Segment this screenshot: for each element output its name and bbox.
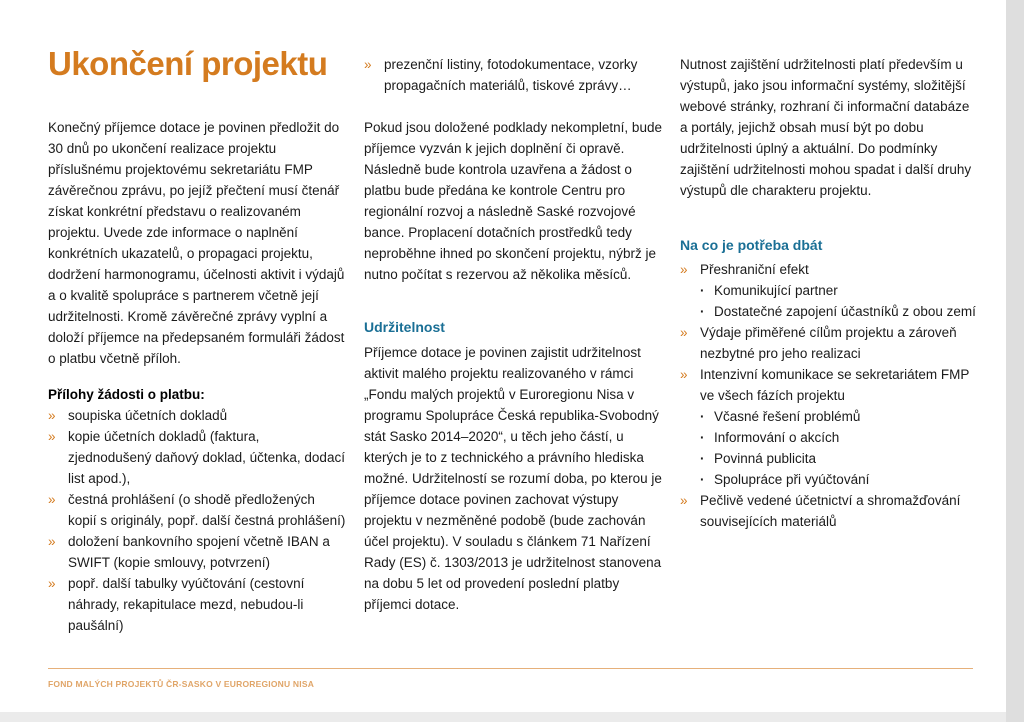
list-item: » kopie účetních dokladů (faktura, zjednodušený daňový doklad, účtenka, dodací list apod.), <box>48 426 346 489</box>
attachments-list <box>48 405 346 636</box>
footer-text: FOND MALÝCH PROJEKTŮ ČR-SASKO V EUROREGIONU NISA <box>48 679 315 689</box>
sub-list-item: · Komunikující partner <box>680 280 976 301</box>
incomplete-docs-paragraph: Pokud jsou doložené podklady nekompletní, bude příjemce vyzván k jejich doplnění či opravě. Následně bude kontrola uzavřena a žádost o platbu bude předána ke kontrole Centru pro regionální rozvoj a následně Saské rozvojové bance. Proplacení dotačních prostředků tedy neproběhne ihned po skončení projektu, nýbrž je nutno počítat s rezervou až několika měsíců. <box>364 120 662 282</box>
sub-list-item: · Dostatečné zapojení účastníků z obou zemí <box>680 301 976 322</box>
list-item: » doložení bankovního spojení včetně IBAN a SWIFT (kopie smlouvy, potvrzení) <box>48 531 346 573</box>
sub-list-item: · Včasné řešení problémů <box>680 406 976 427</box>
list-item: » Výdaje přiměřené cílům projektu a zároveň nezbytné pro jeho realizaci <box>680 322 976 364</box>
sub-list-item: · Povinná publicita <box>680 448 976 469</box>
list-item: » popř. další tabulky vyúčtování (cestovní náhrady, rekapitulace mezd, nebudou-li paušální) <box>48 573 346 636</box>
sustainability-heading: Udržitelnost <box>364 319 445 335</box>
attachments-heading: Přílohy žádosti o platbu: <box>48 387 205 402</box>
list-item: » prezenční listiny, fotodokumentace, vzorky propagačních materiálů, tiskové zprávy… <box>364 54 664 96</box>
attention-list <box>680 259 976 532</box>
sustainability-paragraph: Příjemce dotace je povinen zajistit udržitelnost aktivit malého projektu realizovaného v rámci „Fondu malých projektů v Euroregionu Nisa v programu Spolupráce Česká republika-Svobodný stát Sasko 2014–2020“, u těch jeho částí, u kterých je to z technického a právního hlediska možné. Udržitelností se rozumí doba, po kterou je příjemce dotace povinen zachovat výstupy projektu v nezměněné podobě (bude zachován účel projektu). V souladu s článkem 71 Nařízení Rady (ES) č. 1303/2013 je udržitelnost stanovena na dobu 5 let od provedení poslední platby příjemci dotace. <box>364 345 662 612</box>
attention-heading: Na co je potřeba dbát <box>680 237 823 253</box>
sustainability-outputs-paragraph: Nutnost zajištění udržitelnosti platí především u výstupů, jako jsou informační systémy, složitější webové stránky, rozhraní či informační databáze a portály, jejichž obsah musí být po dobu udržitelnosti úplný a aktuální. Do podmínky zajištění udržitelnosti mohou spadat i další druhy výstupů dle charakteru projektu. <box>680 57 972 198</box>
page-title: Ukončení projektu <box>48 45 328 82</box>
footer-divider <box>48 668 973 669</box>
page-edge-shadow <box>1006 0 1024 722</box>
list-item: » Přeshraniční efekt <box>680 259 976 280</box>
list-item: » soupiska účetních dokladů <box>48 405 346 426</box>
sub-list-item: · Informování o akcích <box>680 427 976 448</box>
continued-attachments-list <box>364 54 664 96</box>
list-item: » Pečlivě vedené účetnictví a shromažďování souvisejících materiálů <box>680 490 976 532</box>
list-item: » čestná prohlášení (o shodě předložených kopií s originály, popř. další čestná prohlášení) <box>48 489 346 531</box>
page-bottom-shadow <box>0 712 1006 722</box>
sub-list-item: · Spolupráce při vyúčtování <box>680 469 976 490</box>
intro-paragraph: Konečný příjemce dotace je povinen předložit do 30 dnů po ukončení realizace projektu příslušnému projektovému sekretariátu FMP závěrečnou zprávu, po jejíž přečtení musí čtenář získat konkrétní představu o realizovaném projektu. Uvede zde informace o naplnění konkrétních ukazatelů, o propagaci projektu, dodržení harmonogramu, účelnosti aktivit i výdajů a o kvalitě spolupráce s partnerem včetně její udržitelnosti. Kromě závěrečné zprávy vyplní a doloží příjemce na předepsaném formuláři žádost o platbu včetně příloh. <box>48 120 345 366</box>
list-item: » Intenzivní komunikace se sekretariátem FMP ve všech fázích projektu <box>680 364 976 406</box>
